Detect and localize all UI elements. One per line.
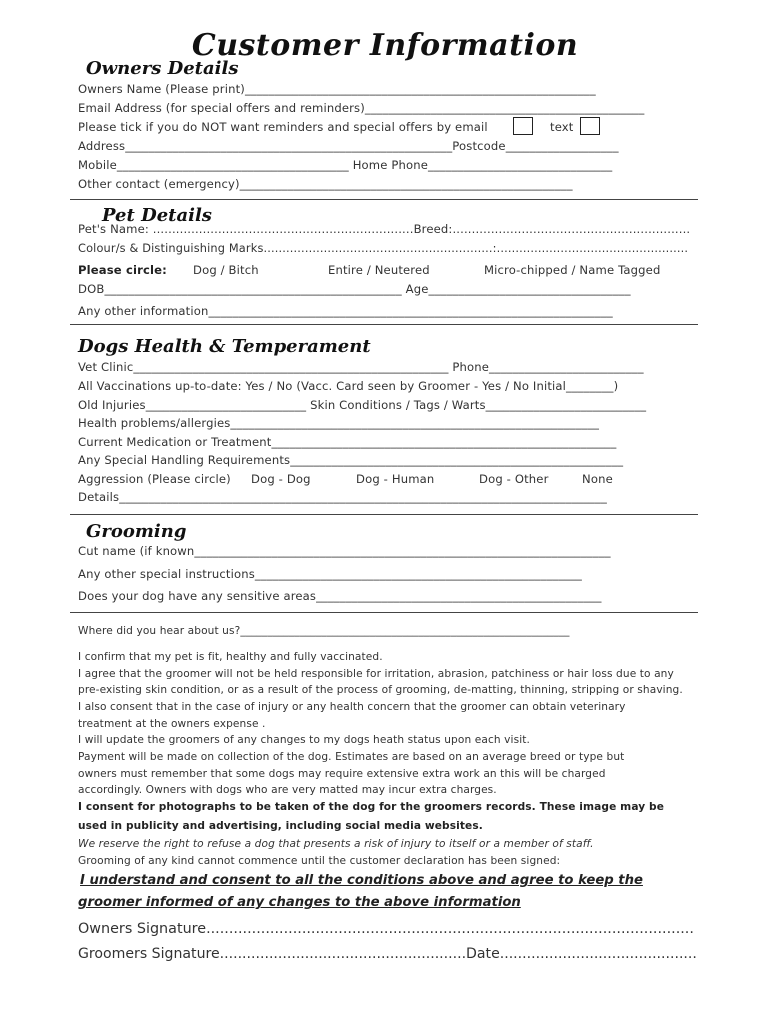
- terms-line: pre-existing skin condition, or as a result of the process of grooming, de-matting, thinning, stripping or shaving.: [78, 684, 683, 696]
- text-optout-checkbox[interactable]: [580, 117, 600, 135]
- photo-consent-line: used in publicity and advertising, including social media websites.: [78, 820, 483, 832]
- other-contact-field[interactable]: Other contact (emergency)________________________________________________________: [78, 177, 573, 191]
- mobile-phone-field[interactable]: Mobile_______________________________________ Home Phone_______________________________: [78, 158, 613, 172]
- please-circle-label: Please circle:: [78, 263, 167, 277]
- injuries-skin-field[interactable]: Old Injuries___________________________ Skin Conditions / Tags / Warts___________________________: [78, 398, 647, 412]
- section-divider: [70, 612, 698, 613]
- special-instructions-field[interactable]: Any other special instructions_______________________________________________________: [78, 567, 583, 581]
- terms-line: owners must remember that some dogs may require extensive extra work an this will be charged: [78, 768, 606, 780]
- terms-line: I confirm that my pet is fit, healthy and fully vaccinated.: [78, 651, 383, 663]
- email-address-field[interactable]: Email Address (for special offers and reminders)_______________________________________________: [78, 101, 645, 115]
- terms-line: I agree that the groomer will not be held responsible for irritation, abrasion, patchiness or hair loss due to any: [78, 668, 674, 680]
- terms-line: I also consent that in the case of injury or any health concern that the groomer can obtain veterinary: [78, 701, 626, 713]
- declaration-line: groomer informed of any changes to the above information: [78, 895, 521, 910]
- section-divider: [70, 514, 698, 515]
- groomers-signature-field[interactable]: Groomers Signature.......................................................Date............................................: [78, 946, 697, 962]
- cut-name-field[interactable]: Cut name (if known______________________________________________________________________: [78, 544, 611, 558]
- colour-marks-field[interactable]: Colour/s & Distinguishing Marks.............................................................:...................................................: [78, 241, 689, 255]
- text-optout-label: text: [550, 120, 574, 134]
- terms-line: I will update the groomers of any changes to my dogs heath status upon each visit.: [78, 734, 530, 746]
- neutered-option[interactable]: Entire / Neutered: [328, 263, 430, 277]
- address-field[interactable]: Address_______________________________________________________Postcode___________________: [78, 139, 619, 153]
- vaccination-field[interactable]: All Vaccinations up-to-date: Yes / No (Vacc. Card seen by Groomer - Yes / No Initial________): [78, 379, 619, 393]
- declaration-notice: Grooming of any kind cannot commence until the customer declaration has been signed:: [78, 855, 561, 867]
- owners-name-field[interactable]: Owners Name (Please print)___________________________________________________________: [78, 82, 596, 96]
- hear-about-us-field[interactable]: Where did you hear about us?_____________________________________________________________: [78, 625, 570, 637]
- aggression-dog-option[interactable]: Dog - Dog: [251, 472, 311, 486]
- pet-details-heading: Pet Details: [102, 205, 212, 226]
- health-problems-field[interactable]: Health problems/allergies______________________________________________________________: [78, 416, 600, 430]
- aggression-none-option[interactable]: None: [582, 472, 613, 486]
- refusal-notice: We reserve the right to refuse a dog that presents a risk of injury to itself or a member of staff.: [78, 838, 594, 850]
- health-heading: Dogs Health & Temperament: [78, 336, 371, 357]
- email-optout-checkbox[interactable]: [513, 117, 533, 135]
- photo-consent-line: I consent for photographs to be taken of the dog for the groomers records. These image may be: [78, 801, 665, 813]
- chip-option[interactable]: Micro-chipped / Name Tagged: [484, 263, 661, 277]
- declaration-line: I understand and consent to all the conditions above and agree to keep the: [80, 873, 643, 888]
- aggression-details-field[interactable]: Details__________________________________________________________________________________: [78, 490, 607, 504]
- terms-line: Payment will be made on collection of the dog. Estimates are based on an average breed or type but: [78, 751, 625, 763]
- grooming-heading: Grooming: [86, 521, 187, 542]
- owners-signature-field[interactable]: Owners Signature...........................................................................................................: [78, 921, 694, 937]
- owners-details-heading: Owners Details: [86, 58, 239, 79]
- section-divider: [70, 324, 698, 325]
- aggression-other-option[interactable]: Dog - Other: [479, 472, 549, 486]
- page-title: Customer Information: [191, 28, 579, 63]
- terms-line: accordingly. Owners with dogs who are very matted may incur extra charges.: [78, 784, 497, 796]
- section-divider: [70, 199, 698, 200]
- dob-age-field[interactable]: DOB__________________________________________________ Age__________________________________: [78, 282, 631, 296]
- sensitive-areas-field[interactable]: Does your dog have any sensitive areas________________________________________________: [78, 589, 602, 603]
- vet-clinic-field[interactable]: Vet Clinic_____________________________________________________ Phone__________________________: [78, 360, 644, 374]
- sex-option[interactable]: Dog / Bitch: [193, 263, 259, 277]
- aggression-label: Aggression (Please circle): [78, 472, 231, 486]
- other-info-field[interactable]: Any other information____________________________________________________________________: [78, 304, 613, 318]
- medication-field[interactable]: Current Medication or Treatment__________________________________________________________: [78, 435, 617, 449]
- terms-line: treatment at the owners expense .: [78, 718, 266, 730]
- pet-name-field[interactable]: Pet's Name: ....................................................................Breed:..............................................................: [78, 222, 691, 236]
- handling-field[interactable]: Any Special Handling Requirements________________________________________________________: [78, 453, 624, 467]
- aggression-human-option[interactable]: Dog - Human: [356, 472, 435, 486]
- tick-prompt: Please tick if you do NOT want reminders and special offers by email: [78, 120, 488, 134]
